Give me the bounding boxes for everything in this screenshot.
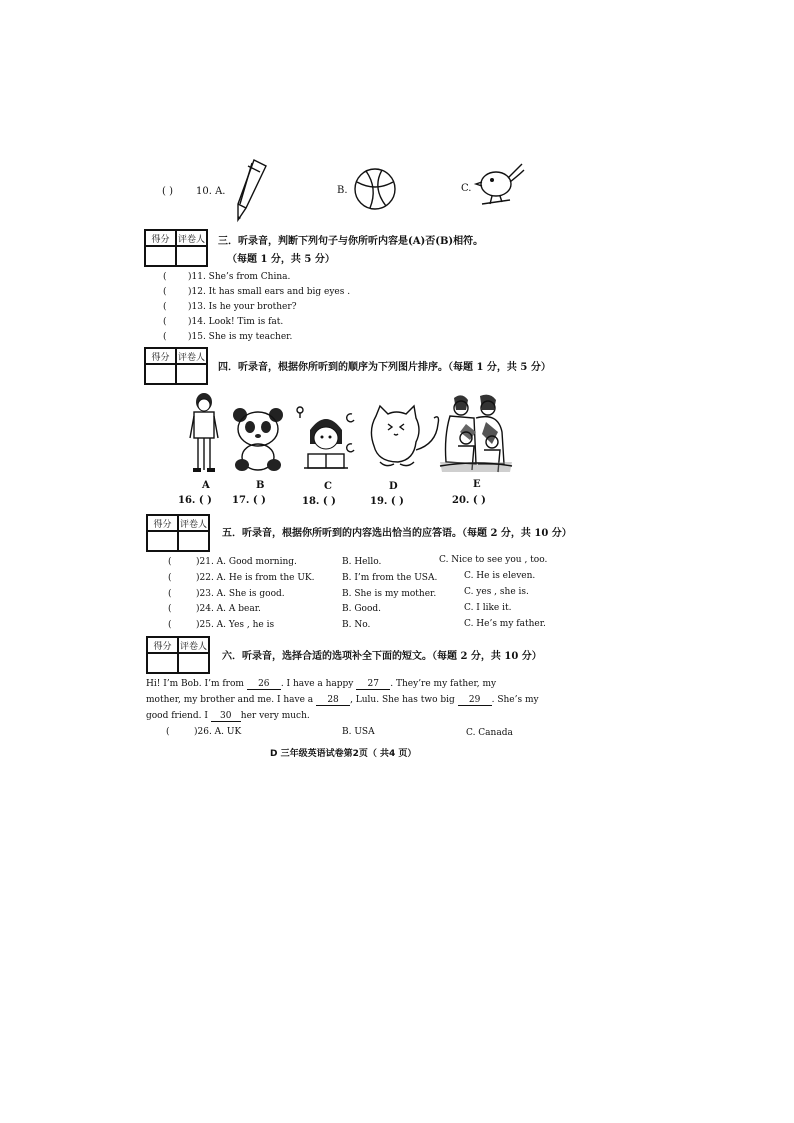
q22-paren[interactable]: ( xyxy=(168,573,172,583)
grader-label: 评卷人 xyxy=(176,230,207,246)
grader-cell[interactable] xyxy=(178,653,209,673)
q21-option-a: )21. A. Good morning. xyxy=(196,557,297,567)
grader-cell[interactable] xyxy=(176,246,207,266)
q24-option-a: )24. A. A bear. xyxy=(196,604,261,614)
picture-label-c: C xyxy=(324,481,332,492)
q15-paren[interactable]: ( xyxy=(163,332,167,342)
section5-score-box xyxy=(146,514,210,552)
score-cell[interactable] xyxy=(147,531,178,551)
q23-paren[interactable]: ( xyxy=(168,589,172,599)
q26-paren[interactable]: ( xyxy=(166,727,170,737)
q12-text: )12. It has small ears and big eyes . xyxy=(188,287,351,297)
blank-28[interactable]: 28 xyxy=(316,695,350,706)
section5-title: 五．听录音，根据你所听到的内容选出恰当的应答语。（每题 2 分，共 10 分） xyxy=(222,528,572,539)
passage-text: . She’s my xyxy=(491,695,539,705)
q14-text: )14. Look! Tim is fat. xyxy=(188,317,284,327)
score-cell[interactable] xyxy=(145,364,176,384)
q21-option-c: C. Nice to see you , too. xyxy=(439,555,548,565)
q24-paren[interactable]: ( xyxy=(168,604,172,614)
q10-paren[interactable]: ( ) xyxy=(162,186,173,197)
answer-18[interactable]: 18. ( ) xyxy=(302,496,336,507)
score-cell[interactable] xyxy=(147,653,178,673)
answer-17[interactable]: 17. ( ) xyxy=(232,495,266,506)
passage-text: , Lulu. She has two big xyxy=(350,695,455,705)
cat-picture xyxy=(366,404,442,472)
boy-picture xyxy=(188,392,222,476)
panda-picture xyxy=(230,407,286,473)
score-label: 得分 xyxy=(147,637,178,653)
q26-option-a: )26. A. UK xyxy=(194,727,242,737)
q11-text: )11. She’s from China. xyxy=(188,272,291,282)
grader-label: 评卷人 xyxy=(178,515,209,531)
q25-paren[interactable]: ( xyxy=(168,620,172,630)
section3-title: 三．听录音，判断下列句子与你所听内容是(A)否(B)相符。 xyxy=(218,236,484,247)
answer-19[interactable]: 19. ( ) xyxy=(370,496,404,507)
q25-option-b: B. No. xyxy=(342,620,371,630)
blank-29[interactable]: 29 xyxy=(458,695,492,706)
passage-line-3 xyxy=(146,711,310,722)
q26-option-c: C. Canada xyxy=(466,728,513,738)
grader-label: 评卷人 xyxy=(176,348,207,364)
q22-option-a: )22. A. He is from the UK. xyxy=(196,573,315,583)
grader-cell[interactable] xyxy=(178,531,209,551)
section6-score-box xyxy=(146,636,210,674)
passage-line-1 xyxy=(146,679,550,690)
bird-icon xyxy=(474,160,526,212)
blank-27[interactable]: 27 xyxy=(356,679,390,690)
q13-text: )13. Is he your brother? xyxy=(188,302,297,312)
q13-paren[interactable]: ( xyxy=(163,302,167,312)
answer-20[interactable]: 20. ( ) xyxy=(452,495,486,506)
section4-score-box xyxy=(144,347,208,385)
passage-text: good friend. I xyxy=(146,711,208,721)
score-label: 得分 xyxy=(147,515,178,531)
q22-option-b: B. I’m from the USA. xyxy=(342,573,438,583)
passage-text: Hi! I’m Bob. I’m from xyxy=(146,679,244,689)
blank-26[interactable]: 26 xyxy=(247,679,281,690)
passage-text: mother, my brother and me. I have a xyxy=(146,695,314,705)
passage-text: . They’re my father, my xyxy=(390,679,497,689)
picture-label-e: E xyxy=(473,479,481,490)
score-label: 得分 xyxy=(145,230,176,246)
q10-option-b: B. xyxy=(337,185,348,196)
q12-paren[interactable]: ( xyxy=(163,287,167,297)
basketball-icon xyxy=(352,166,398,212)
q11-paren[interactable]: ( xyxy=(163,272,167,282)
section3-note: （每题 1 分，共 5 分） xyxy=(227,254,335,265)
section4-title: 四．听录音，根据你所听到的顺序为下列图片排序。（每题 1 分，共 5 分） xyxy=(218,362,551,373)
passage-line-2 xyxy=(146,695,550,706)
picture-label-b: B xyxy=(256,480,265,491)
picture-label-d: D xyxy=(389,481,398,492)
q23-option-c: C. yes , she is. xyxy=(464,587,529,597)
q25-option-c: C. He’s my father. xyxy=(464,619,546,629)
page-footer: D 三年级英语试卷第2页（ 共4 页） xyxy=(270,749,417,759)
section3-score-box xyxy=(144,229,208,267)
girl-reading-picture xyxy=(294,404,358,474)
q14-paren[interactable]: ( xyxy=(163,317,167,327)
passage-text: her very much. xyxy=(240,711,310,721)
passage-text: . I have a happy xyxy=(280,679,354,689)
family-picture xyxy=(436,392,516,476)
q21-paren[interactable]: ( xyxy=(168,557,172,567)
picture-label-a: A xyxy=(202,480,210,491)
q15-text: )15. She is my teacher. xyxy=(188,332,293,342)
section6-title: 六．听录音，选择合适的选项补全下面的短文。（每题 2 分，共 10 分） xyxy=(222,651,542,662)
q22-option-c: C. He is eleven. xyxy=(464,571,536,581)
q10-option-a: 10. A. xyxy=(196,186,226,197)
q24-option-c: C. I like it. xyxy=(464,603,512,613)
q25-option-a: )25. A. Yes , he is xyxy=(196,620,275,630)
q26-option-b: B. USA xyxy=(342,727,375,737)
q24-option-b: B. Good. xyxy=(342,604,381,614)
answer-16[interactable]: 16. ( ) xyxy=(178,495,212,506)
pencil-icon xyxy=(232,158,272,224)
q10-option-c: C. xyxy=(461,183,472,194)
score-label: 得分 xyxy=(145,348,176,364)
grader-cell[interactable] xyxy=(176,364,207,384)
q23-option-a: )23. A. She is good. xyxy=(196,589,285,599)
score-cell[interactable] xyxy=(145,246,176,266)
grader-label: 评卷人 xyxy=(178,637,209,653)
q21-option-b: B. Hello. xyxy=(342,557,382,567)
blank-30[interactable]: 30 xyxy=(211,711,241,722)
q23-option-b: B. She is my mother. xyxy=(342,589,437,599)
